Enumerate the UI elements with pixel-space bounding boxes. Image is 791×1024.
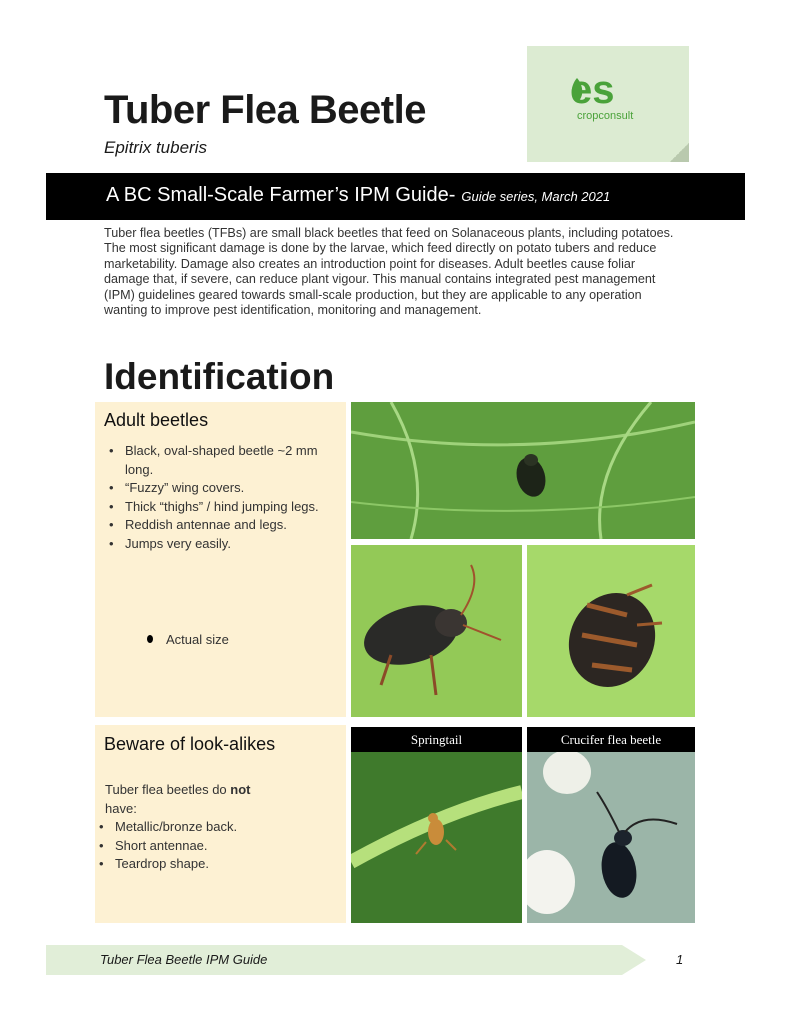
footer-title: Tuber Flea Beetle IPM Guide xyxy=(100,952,268,967)
scientific-name: Epitrix tuberis xyxy=(104,138,207,157)
banner-title xyxy=(106,184,610,207)
list-item: • Black, oval-shaped beetle ~2 mm long. xyxy=(105,442,337,479)
logo-card-fold xyxy=(670,143,689,162)
beetle-underside-photo xyxy=(527,545,695,717)
springtail-photo xyxy=(351,752,522,923)
adult-beetles-panel xyxy=(95,402,346,717)
actual-size-beetle-icon xyxy=(145,633,155,645)
list-item: • Thick “thighs” / hind jumping legs. xyxy=(105,498,337,517)
list-item: • Teardrop shape. xyxy=(95,855,335,874)
page-number: 1 xyxy=(676,952,684,967)
beetle-on-leaf-photo xyxy=(351,402,695,539)
adult-beetles-list xyxy=(105,442,337,553)
lookalikes-intro xyxy=(105,781,280,818)
lookalikes-list xyxy=(95,818,335,874)
list-item: • Short antennae. xyxy=(95,837,335,856)
lookalikes-intro-suffix: have: xyxy=(105,800,137,816)
actual-size-label: Actual size xyxy=(166,632,229,647)
adult-beetles-title: Adult beetles xyxy=(104,410,209,430)
banner-main-text: A BC Small-Scale Farmer’s IPM Guide- xyxy=(106,184,456,206)
banner-subtitle: Guide series, March 2021 xyxy=(461,189,611,204)
list-item: • “Fuzzy” wing covers. xyxy=(105,479,337,498)
crucifer-caption: Crucifer flea beetle xyxy=(527,727,695,752)
page-title: Tuber Flea Beetle xyxy=(104,88,426,132)
list-item: • Reddish antennae and legs. xyxy=(105,516,337,535)
section-heading-identification: Identification xyxy=(104,356,335,397)
list-item: • Metallic/bronze back. xyxy=(95,818,335,837)
list-item: • Jumps very easily. xyxy=(105,535,337,554)
logo-text: cropconsult xyxy=(577,110,634,122)
intro-paragraph: Tuber flea beetles (TFBs) are small black beetles that feed on Solanaceous plants, including potatoes. The most significant damage is done by the larvae, which feed directly on potato tubers and reduce marketability. Damage also creates an introduction point for diseases. Adult beetles cause foliar damage that, if severe, can reduce plant vigour. This manual contains integrated pest management (IPM) guidelines geared towards small-scale production, but they are applicable to any operation wanting to improve pest identification, monitoring and management. xyxy=(104,226,674,318)
logo-mark: es xyxy=(570,68,615,112)
lookalikes-intro-emphasis: not xyxy=(230,782,251,797)
springtail-caption: Springtail xyxy=(351,727,522,752)
series-banner xyxy=(46,173,745,220)
lookalikes-panel xyxy=(95,725,346,923)
lookalikes-intro-prefix: Tuber flea beetles do xyxy=(105,782,231,797)
beetle-side-photo xyxy=(351,545,522,717)
lookalikes-title: Beware of look-alikes xyxy=(104,734,276,754)
crucifer-flea-beetle-photo xyxy=(527,752,695,923)
